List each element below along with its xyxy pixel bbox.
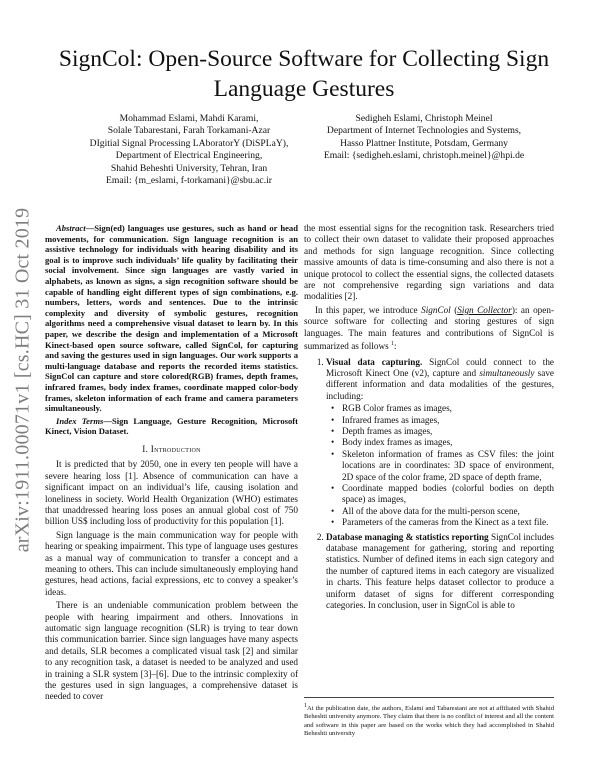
contribution-1-text-a: SignCol could connect to the Microsoft Kinect One (v2), capture and bbox=[326, 356, 554, 378]
abstract bbox=[45, 223, 298, 414]
affiliation-hpi: Hasso Plattner Institute, Potsdam, Germany bbox=[340, 137, 508, 149]
contribution-visual-capture bbox=[326, 357, 554, 529]
para2-paren: ( bbox=[450, 304, 458, 315]
affiliation-univ: Shahid Beheshti University, Tehran, Iran bbox=[110, 162, 268, 174]
affiliation-lab: DIgitial Signal Processing LAboratorY (DiSPLaY), bbox=[89, 137, 289, 149]
intro-paragraph-3: There is an undeniable communication problem between the people with hearing impairment and others. Innovations in automatic sign language recognition (SLR) is trying to tear down this communication barrier. Since sign languages have many aspects and details, SLR becomes a complicated visual task [2] and similar to any recognition task, a dataset is needed to be analyzed and used in training a SLR system [3]–[6]. Due to the intrinsic complexity of the gestures used in sign languages, a comprehensive dataset is needed to cover bbox=[45, 600, 298, 702]
arxiv-stamp bbox=[8, 200, 38, 560]
author-names-2: Solale Tabarestani, Farah Torkamani-Azar bbox=[107, 125, 271, 137]
contribution-1-emphasis: simultaneously bbox=[479, 367, 535, 378]
list-item: • Depth frames as images, bbox=[342, 426, 554, 437]
body-paragraph-intro-signcol bbox=[304, 305, 554, 353]
author-email-right: Email: {sedigheh.eslami, christoph.meinel}@hpi.de bbox=[323, 150, 525, 162]
contribution-2-label: Database managing & statistics reporting bbox=[326, 531, 489, 542]
paper-title: SignCol: Open-Source Software for Collecting Sign Language Gestures bbox=[58, 46, 550, 102]
authors-left bbox=[66, 113, 312, 187]
right-column bbox=[304, 223, 554, 614]
para2-suffix: ): an open-source software for collecting and storing gestures of sign languages. The main features and contributions of SignCol is summarized as follows bbox=[304, 304, 555, 352]
abstract-label: Abstract bbox=[56, 223, 86, 233]
index-terms-text: —Sign Language, Gesture Recognition, Microsoft Kinect, Vision Dataset. bbox=[45, 415, 298, 437]
footnote-marker: 1 bbox=[391, 341, 395, 348]
list-item: • RGB Color frames as images, bbox=[342, 403, 554, 414]
intro-paragraph-1: It is predicted that by 2050, one in every ten people will have a severe hearing loss [1]. Absence of communication can have a significant impact on an individual’s life, causing isolation and loneliness in society. World Health Organization (WHO) estimates that unaddressed hearing loss poses an annual global cost of 750 billion US$ including loss of productivity for this population [1]. bbox=[45, 459, 298, 527]
intro-paragraph-2: Sign language is the main communication way for people with hearing or speaking impairment. This type of language uses gestures as a manual way of communication to transfer a concept and a meaning to others. This can include simultaneously employing hand gestures, head actions, facial expressions, etc to convey a speaker’s ideas. bbox=[45, 529, 298, 597]
affiliation-dept-hpi: Department of Internet Technologies and Systems, bbox=[326, 125, 522, 137]
list-item: • All of the above data for the multi-person scene, bbox=[342, 506, 554, 517]
left-column bbox=[45, 223, 298, 705]
contribution-1-label: Visual data capturing. bbox=[326, 356, 423, 367]
contribution-database bbox=[326, 532, 554, 612]
arxiv-stamp-text: arXiv:1911.00071v1 [cs.HC] 31 Oct 2019 bbox=[11, 207, 34, 553]
abstract-text: —Sign(ed) languages use gestures, such as hand or head movements, for communication. Sign language recognition is an assistive technology for individuals with hearing disability and its goal is to improve such individuals’ life quality by facilitating their social involvement. Since sign languages are vastly varied in alphabets, as known as signs, a sign recognition software should be capable of handling eight different types of sign combinations, e.g. numbers, letters, words and sentences. Due to the intrinsic complexity and diversity of symbolic gestures, recognition algorithms need a comprehensive visual dataset to learn by. In this paper, we describe the design and implementation of a Microsoft Kinect-based open source software, called SignCol, for capturing and saving the gestures used in sign languages. Our work supports a multi-language database and reports the recorded items statistics. SignCol can capture and store colored(RGB) frames, depth frames, infrared frames, body index frames, coordinate mapped color-body frames, skeleton information of each frame and camera parameters simultaneously. bbox=[45, 223, 298, 414]
para2-prefix: In this paper, we introduce bbox=[315, 304, 422, 315]
body-paragraph-continued: the most essential signs for the recognition task. Researchers tried to collect their own dataset to validate their proposed approaches and methods for sign language recognition. Since collecting massive amounts of data is time-consuming and also there is not a unique protocol to collect the essential signs, the collected datasets are not comprehensive regarding sign variations and data modalities [2]. bbox=[304, 223, 554, 302]
author-names-3: Sedigheh Eslami, Christoph Meinel bbox=[355, 113, 493, 124]
footnote bbox=[304, 697, 554, 738]
list-item: • Coordinate mapped bodies (colorful bodies on depth space) as images, bbox=[342, 483, 554, 506]
list-item: • Infrared frames as images, bbox=[342, 415, 554, 426]
footnote-text: At the publication date, the authors, Eslami and Tabarestani are not at affiliated with Shahid Beheshti university anymore. They claim that there is no conflict of interest and all the content and software in this paper are based on the works which they had accomplished in Shahid Beheshti university bbox=[304, 705, 554, 738]
signcol-name: SignCol bbox=[421, 304, 451, 315]
section-heading-introduction: I. Introduction bbox=[142, 443, 201, 454]
signcol-expansion: Sign Collector bbox=[457, 304, 512, 315]
author-names-1: Mohammad Eslami, Mahdi Karami, bbox=[119, 113, 259, 124]
author-email-left: Email: {m_eslami, f-torkamani}@sbu.ac.ir bbox=[106, 175, 272, 187]
list-item: • Body index frames as images, bbox=[342, 437, 554, 448]
list-item: • Skeleton information of frames as CSV files: the joint locations are in coordinates: 3D space of environment, 2D space of the color frame, 2D space of depth frame, bbox=[342, 449, 554, 483]
contributions-list bbox=[304, 357, 554, 612]
para2-end: : bbox=[394, 341, 397, 352]
capture-items-list bbox=[326, 403, 554, 528]
list-item: • Parameters of the cameras from the Kinect as a text file. bbox=[342, 517, 554, 528]
contribution-1-text-b: save different information and data modalities of the gestures, including: bbox=[326, 367, 554, 401]
contribution-2-text: SignCol includes database management for gathering, storing and reporting statistics. Number of defined items in each sign category and the number of captured items in each category are visualized in charts. This feature helps dataset collector to produce a uniform dataset of signs for different corresponding categories. In conclusion, user in SignCol is able to bbox=[326, 531, 554, 611]
authors-right bbox=[306, 113, 542, 163]
affiliation-dept: Department of Electrical Engineering, bbox=[115, 150, 263, 162]
index-terms-label: Index Terms bbox=[56, 415, 104, 426]
index-terms bbox=[45, 416, 298, 437]
footnote-number: 1 bbox=[304, 703, 307, 709]
